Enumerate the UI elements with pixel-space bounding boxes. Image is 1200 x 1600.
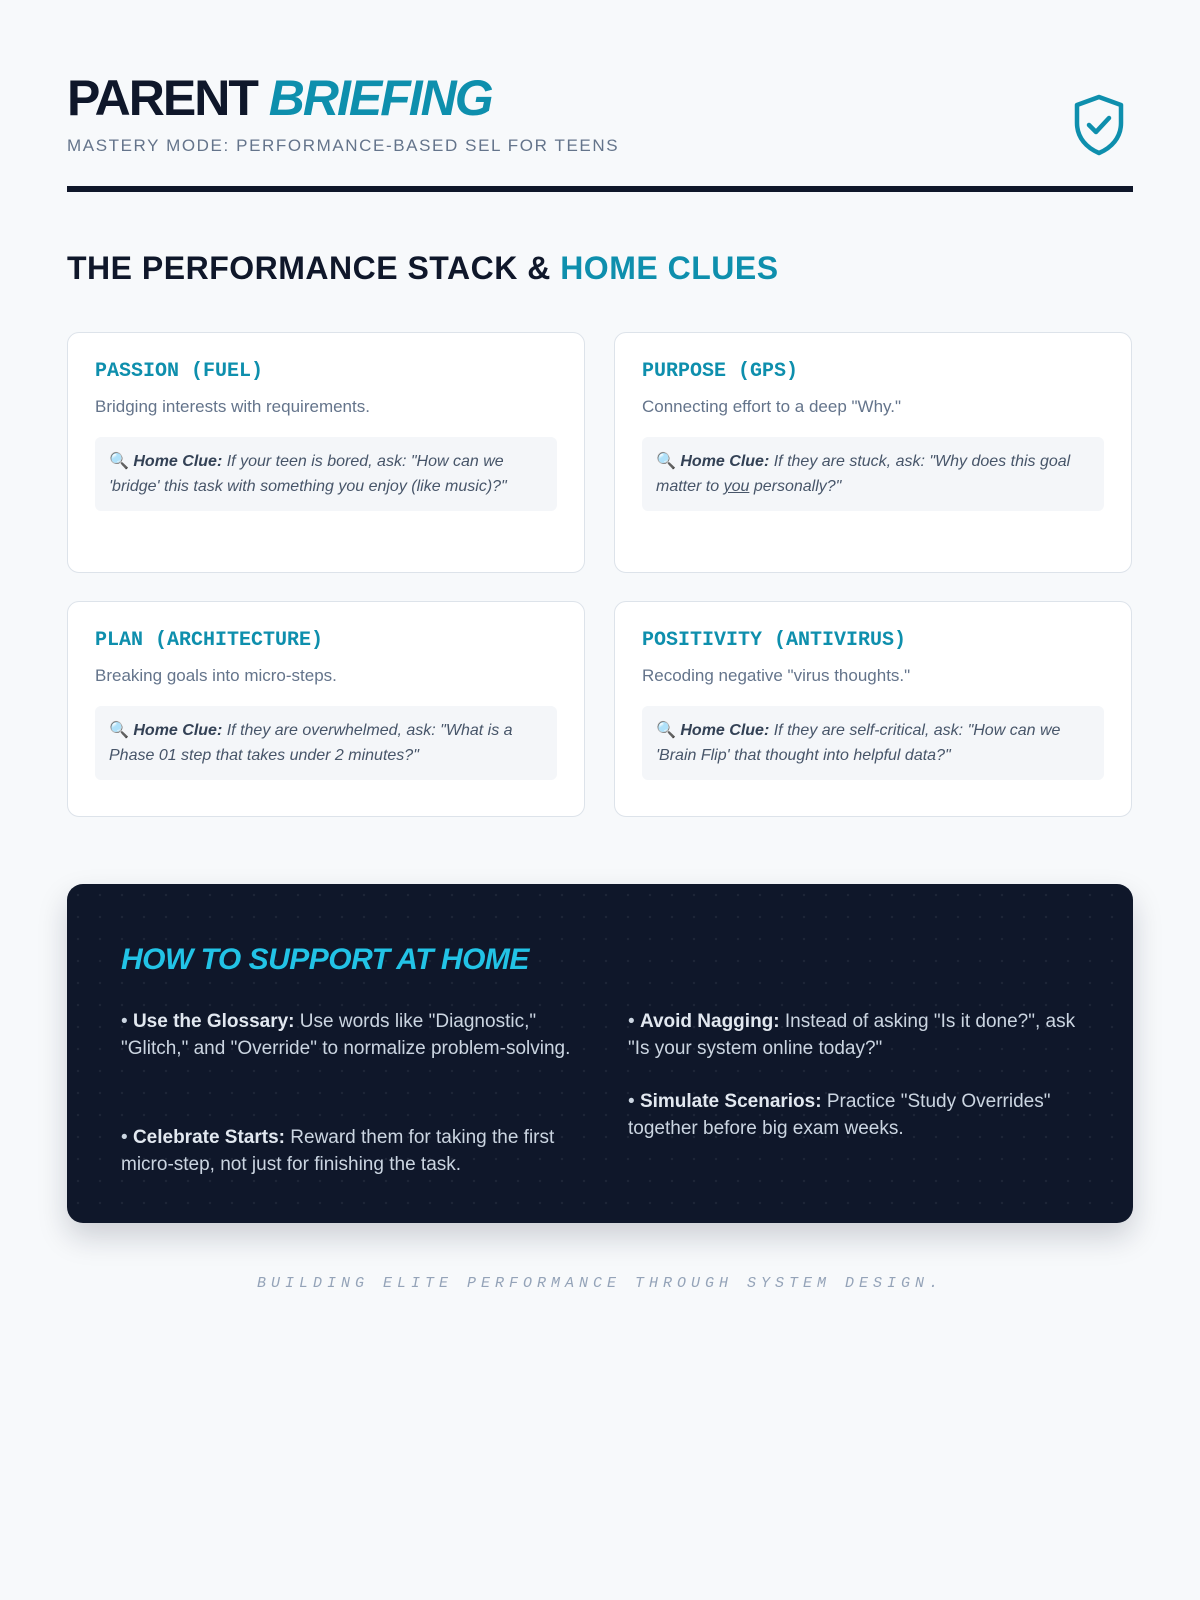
card-title: PLAN (ARCHITECTURE): [95, 629, 324, 652]
home-clue-emphasis: you: [723, 478, 750, 495]
card-description: Connecting effort to a deep "Why.": [642, 397, 902, 416]
section-title-part-2: HOME CLUES: [560, 250, 779, 286]
home-clue-label: Home Clue:: [133, 722, 223, 739]
section-title: [67, 248, 779, 288]
tip-label: Use the Glossary:: [132, 1011, 295, 1032]
card-passion: [67, 332, 585, 573]
home-clue: [642, 706, 1104, 780]
card-plan: [67, 601, 585, 817]
home-clue: [642, 437, 1104, 511]
home-clue-text: If your teen is bored, ask: "How can we 'bridge' this task with something you enjoy (like music)?": [109, 453, 507, 495]
card-positivity: [614, 601, 1132, 817]
home-clue-text-before: If they are stuck, ask: "Why does this goal matter to: [656, 453, 1071, 495]
tip-text: Instead of asking "Is it done?", ask "Is your system online today?": [628, 1011, 1076, 1059]
tip-label: Simulate Scenarios:: [639, 1091, 822, 1112]
support-panel: [67, 884, 1133, 1223]
magnifier-icon: 🔍: [109, 722, 129, 739]
card-description: Breaking goals into micro-steps.: [95, 666, 337, 685]
home-clue-label: Home Clue:: [133, 453, 223, 470]
home-clue-label: Home Clue:: [680, 453, 770, 470]
magnifier-icon: 🔍: [656, 453, 676, 470]
page: [67, 0, 1133, 1292]
support-tip: • Avoid Nagging: Instead of asking "Is it done?", ask "Is your system online today?": [628, 1011, 1076, 1059]
home-clue-text: If they are self-critical, ask: "How can we 'Brain Flip' that thought into helpful data?": [656, 722, 1061, 764]
card-title: POSITIVITY (ANTIVIRUS): [642, 629, 907, 652]
support-tip: • Simulate Scenarios: Practice "Study Overrides" together before big exam weeks.: [628, 1091, 1051, 1139]
support-tip: • Celebrate Starts: Reward them for taking the first micro-step, not just for finishing the task.: [121, 1127, 555, 1175]
card-description: Bridging interests with requirements.: [95, 397, 370, 416]
card-description: Recoding negative "virus thoughts.": [642, 666, 911, 685]
tip-label: Avoid Nagging:: [639, 1011, 780, 1032]
page-subtitle: MASTERY MODE: PERFORMANCE-BASED SEL FOR TEENS: [67, 136, 620, 155]
card-purpose: [614, 332, 1132, 573]
title-part-2: BRIEFING: [268, 70, 492, 126]
home-clue-label: Home Clue:: [680, 722, 770, 739]
home-clue-text: If they are overwhelmed, ask: "What is a Phase 01 step that takes under 2 minutes?": [109, 722, 513, 764]
magnifier-icon: 🔍: [109, 453, 129, 470]
support-title: HOW TO SUPPORT AT HOME: [121, 943, 529, 976]
title-part-1: PARENT: [67, 70, 257, 126]
magnifier-icon: 🔍: [656, 722, 676, 739]
tip-text: Use words like "Diagnostic," "Glitch," and "Override" to normalize problem-solving.: [121, 1011, 571, 1059]
home-clue-text-after: personally?": [753, 478, 842, 495]
tip-text: Reward them for taking the first micro-step, not just for finishing the task.: [121, 1127, 555, 1175]
section-title-part-1: THE PERFORMANCE STACK &: [67, 250, 551, 286]
page-title: [67, 68, 492, 128]
support-tip: • Use the Glossary: Use words like "Diagnostic," "Glitch," and "Override" to normalize problem-solving.: [121, 1011, 571, 1059]
home-clue: [95, 706, 557, 780]
home-clue: [95, 437, 557, 511]
shield-check-icon: [1071, 93, 1127, 157]
footer-tagline: BUILDING ELITE PERFORMANCE THROUGH SYSTEM DESIGN.: [256, 1275, 944, 1292]
header: [67, 0, 1133, 192]
tip-text: Practice "Study Overrides" together before big exam weeks.: [628, 1091, 1051, 1139]
card-title: PURPOSE (GPS): [642, 360, 799, 383]
card-title: PASSION (FUEL): [95, 360, 264, 383]
tip-label: Celebrate Starts:: [132, 1127, 285, 1148]
